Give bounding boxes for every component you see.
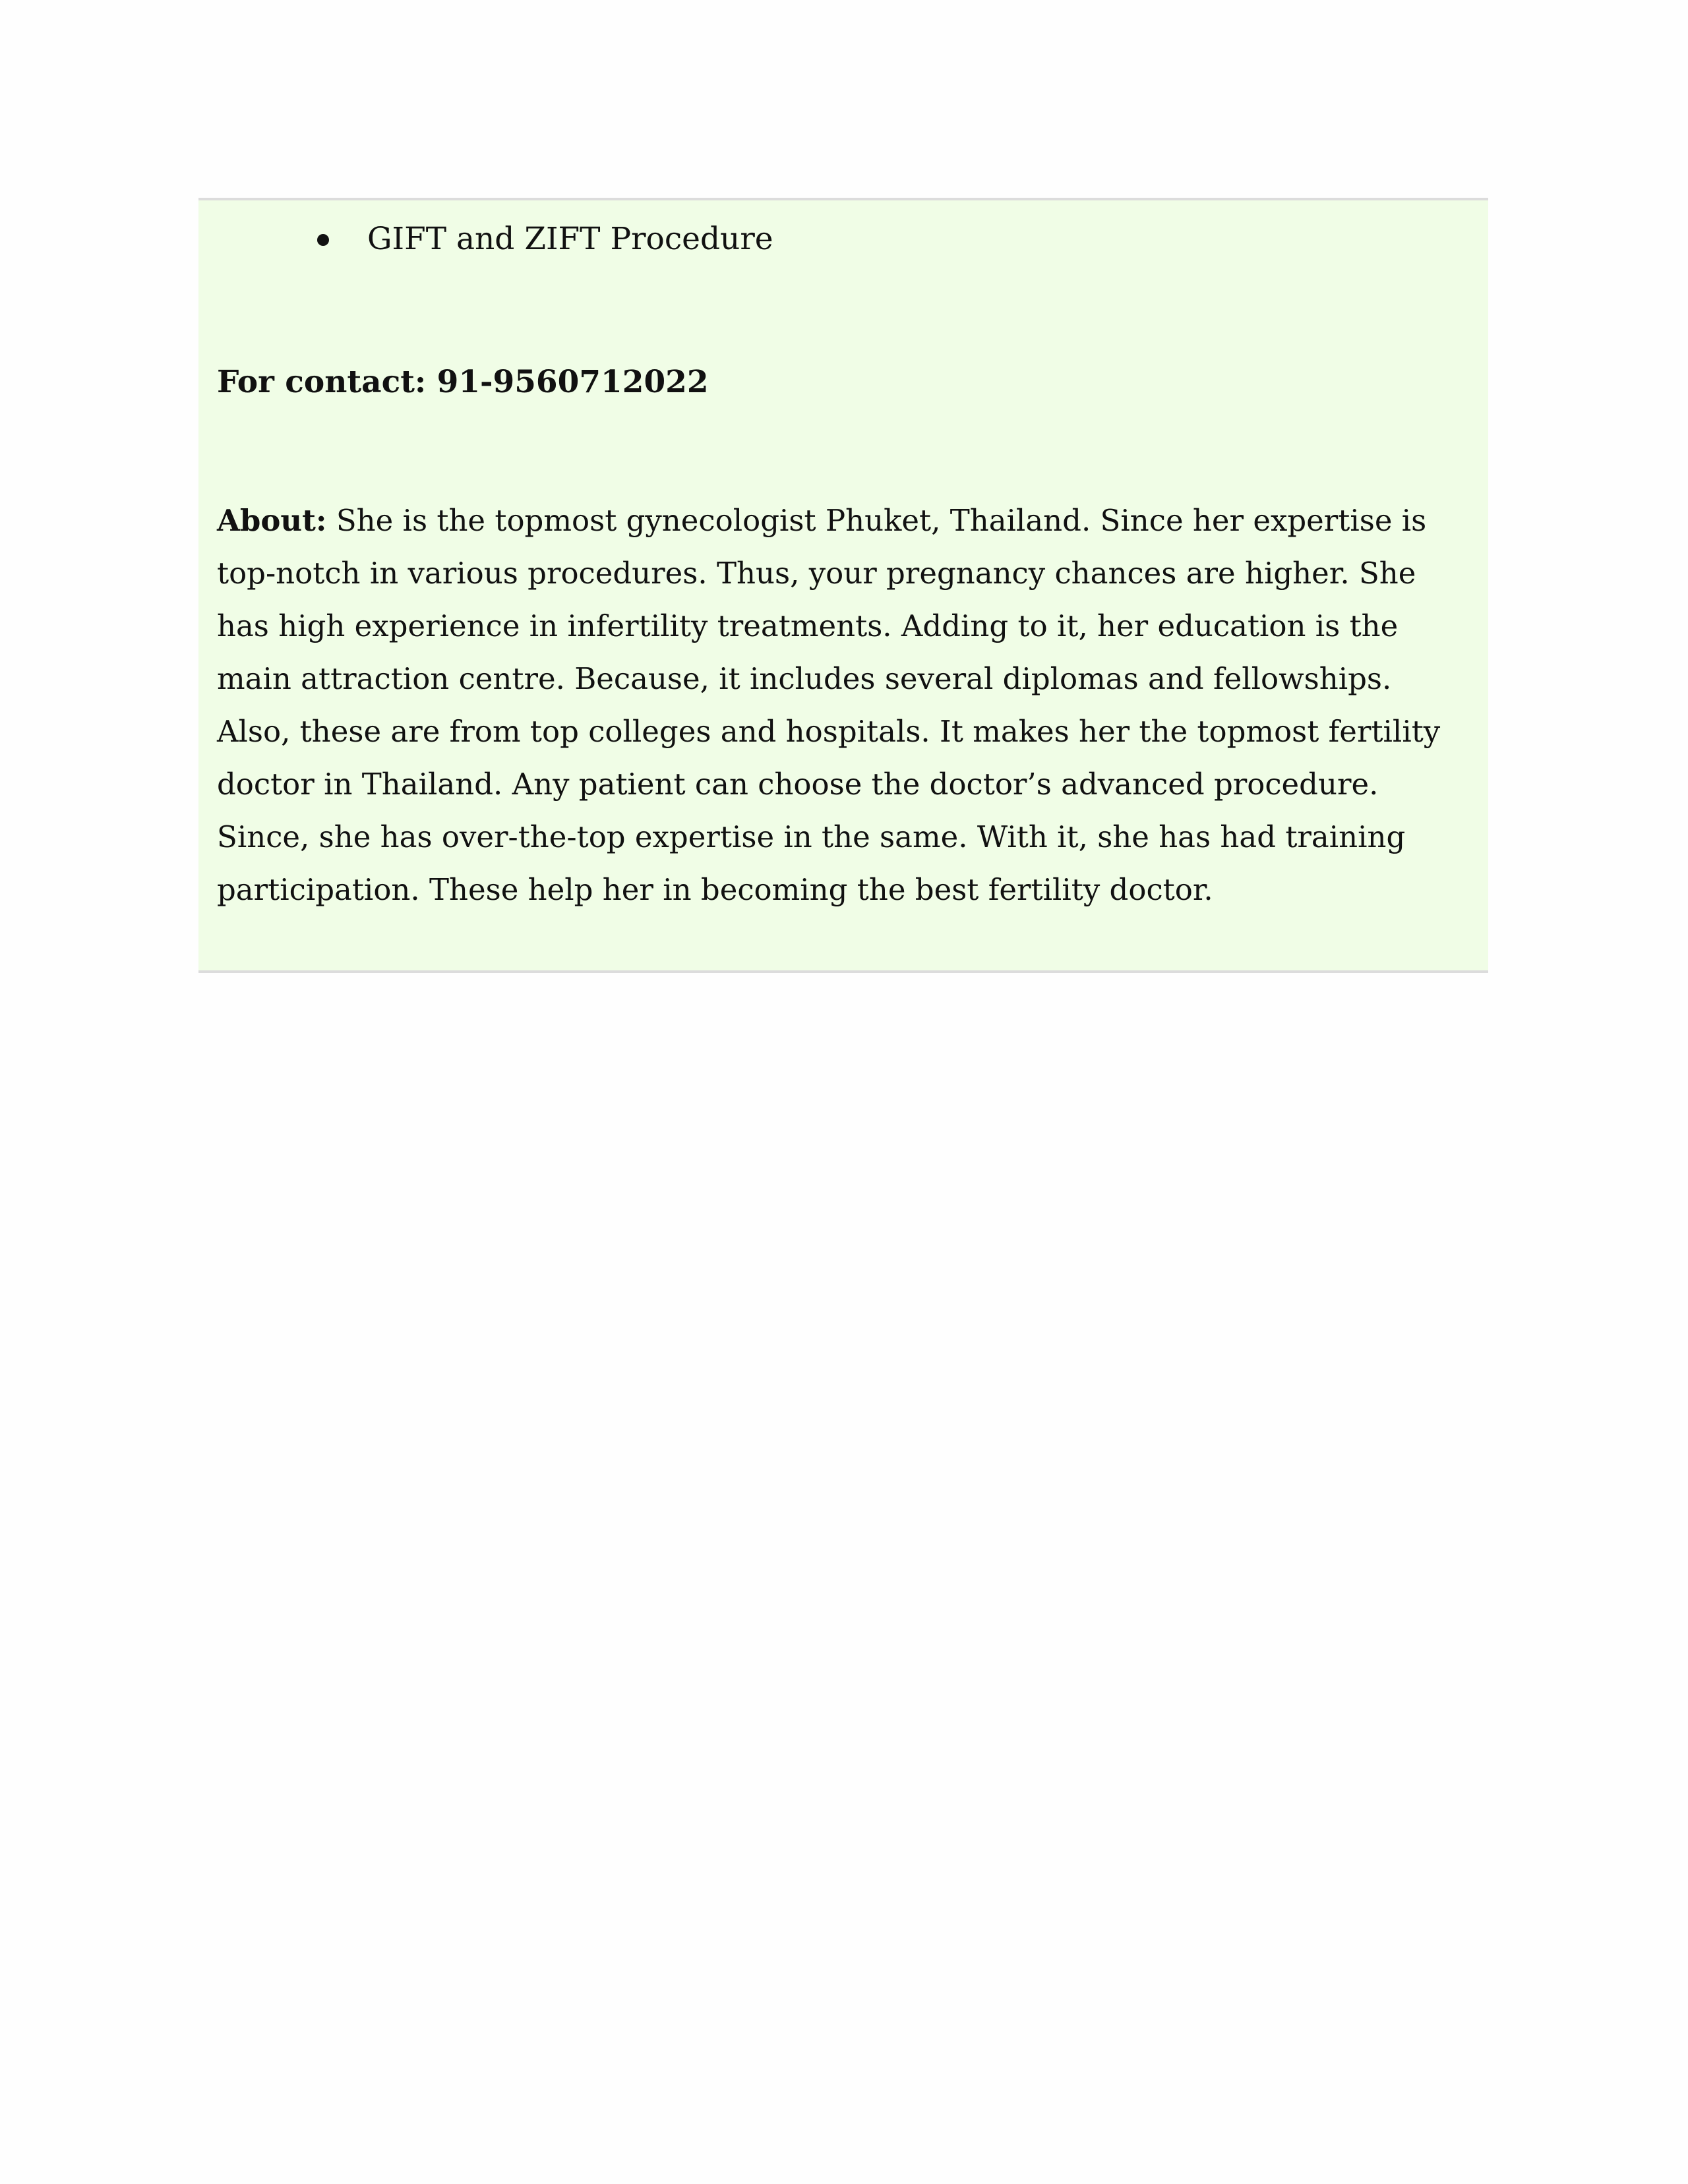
content-block: [198, 198, 1488, 973]
about-label: About:: [217, 503, 327, 538]
list-item: [317, 219, 773, 258]
bullet-icon: [317, 234, 329, 246]
about-paragraph: [217, 494, 1457, 916]
about-text: She is the topmost gynecologist Phuket, Thailand. Since her expertise is top-notch in various procedures. Thus, your pregnancy chances are higher. She has high experience in infertility treatments. Adding to it, her education is the main attraction centre. Because, it includes several diplomas and fellowships. Also, these are from top colleges and hospitals. It makes her the topmost fertility doctor in Thailand. Any patient can choose the doctor’s advanced procedure. Since, she has over-the-top expertise in the same. With it, she has had training participation. These help her in becoming the best fertility doctor.: [217, 503, 1441, 907]
list-item-text: GIFT and ZIFT Procedure: [367, 220, 773, 257]
contact-line: For contact: 91-9560712022: [217, 364, 709, 400]
